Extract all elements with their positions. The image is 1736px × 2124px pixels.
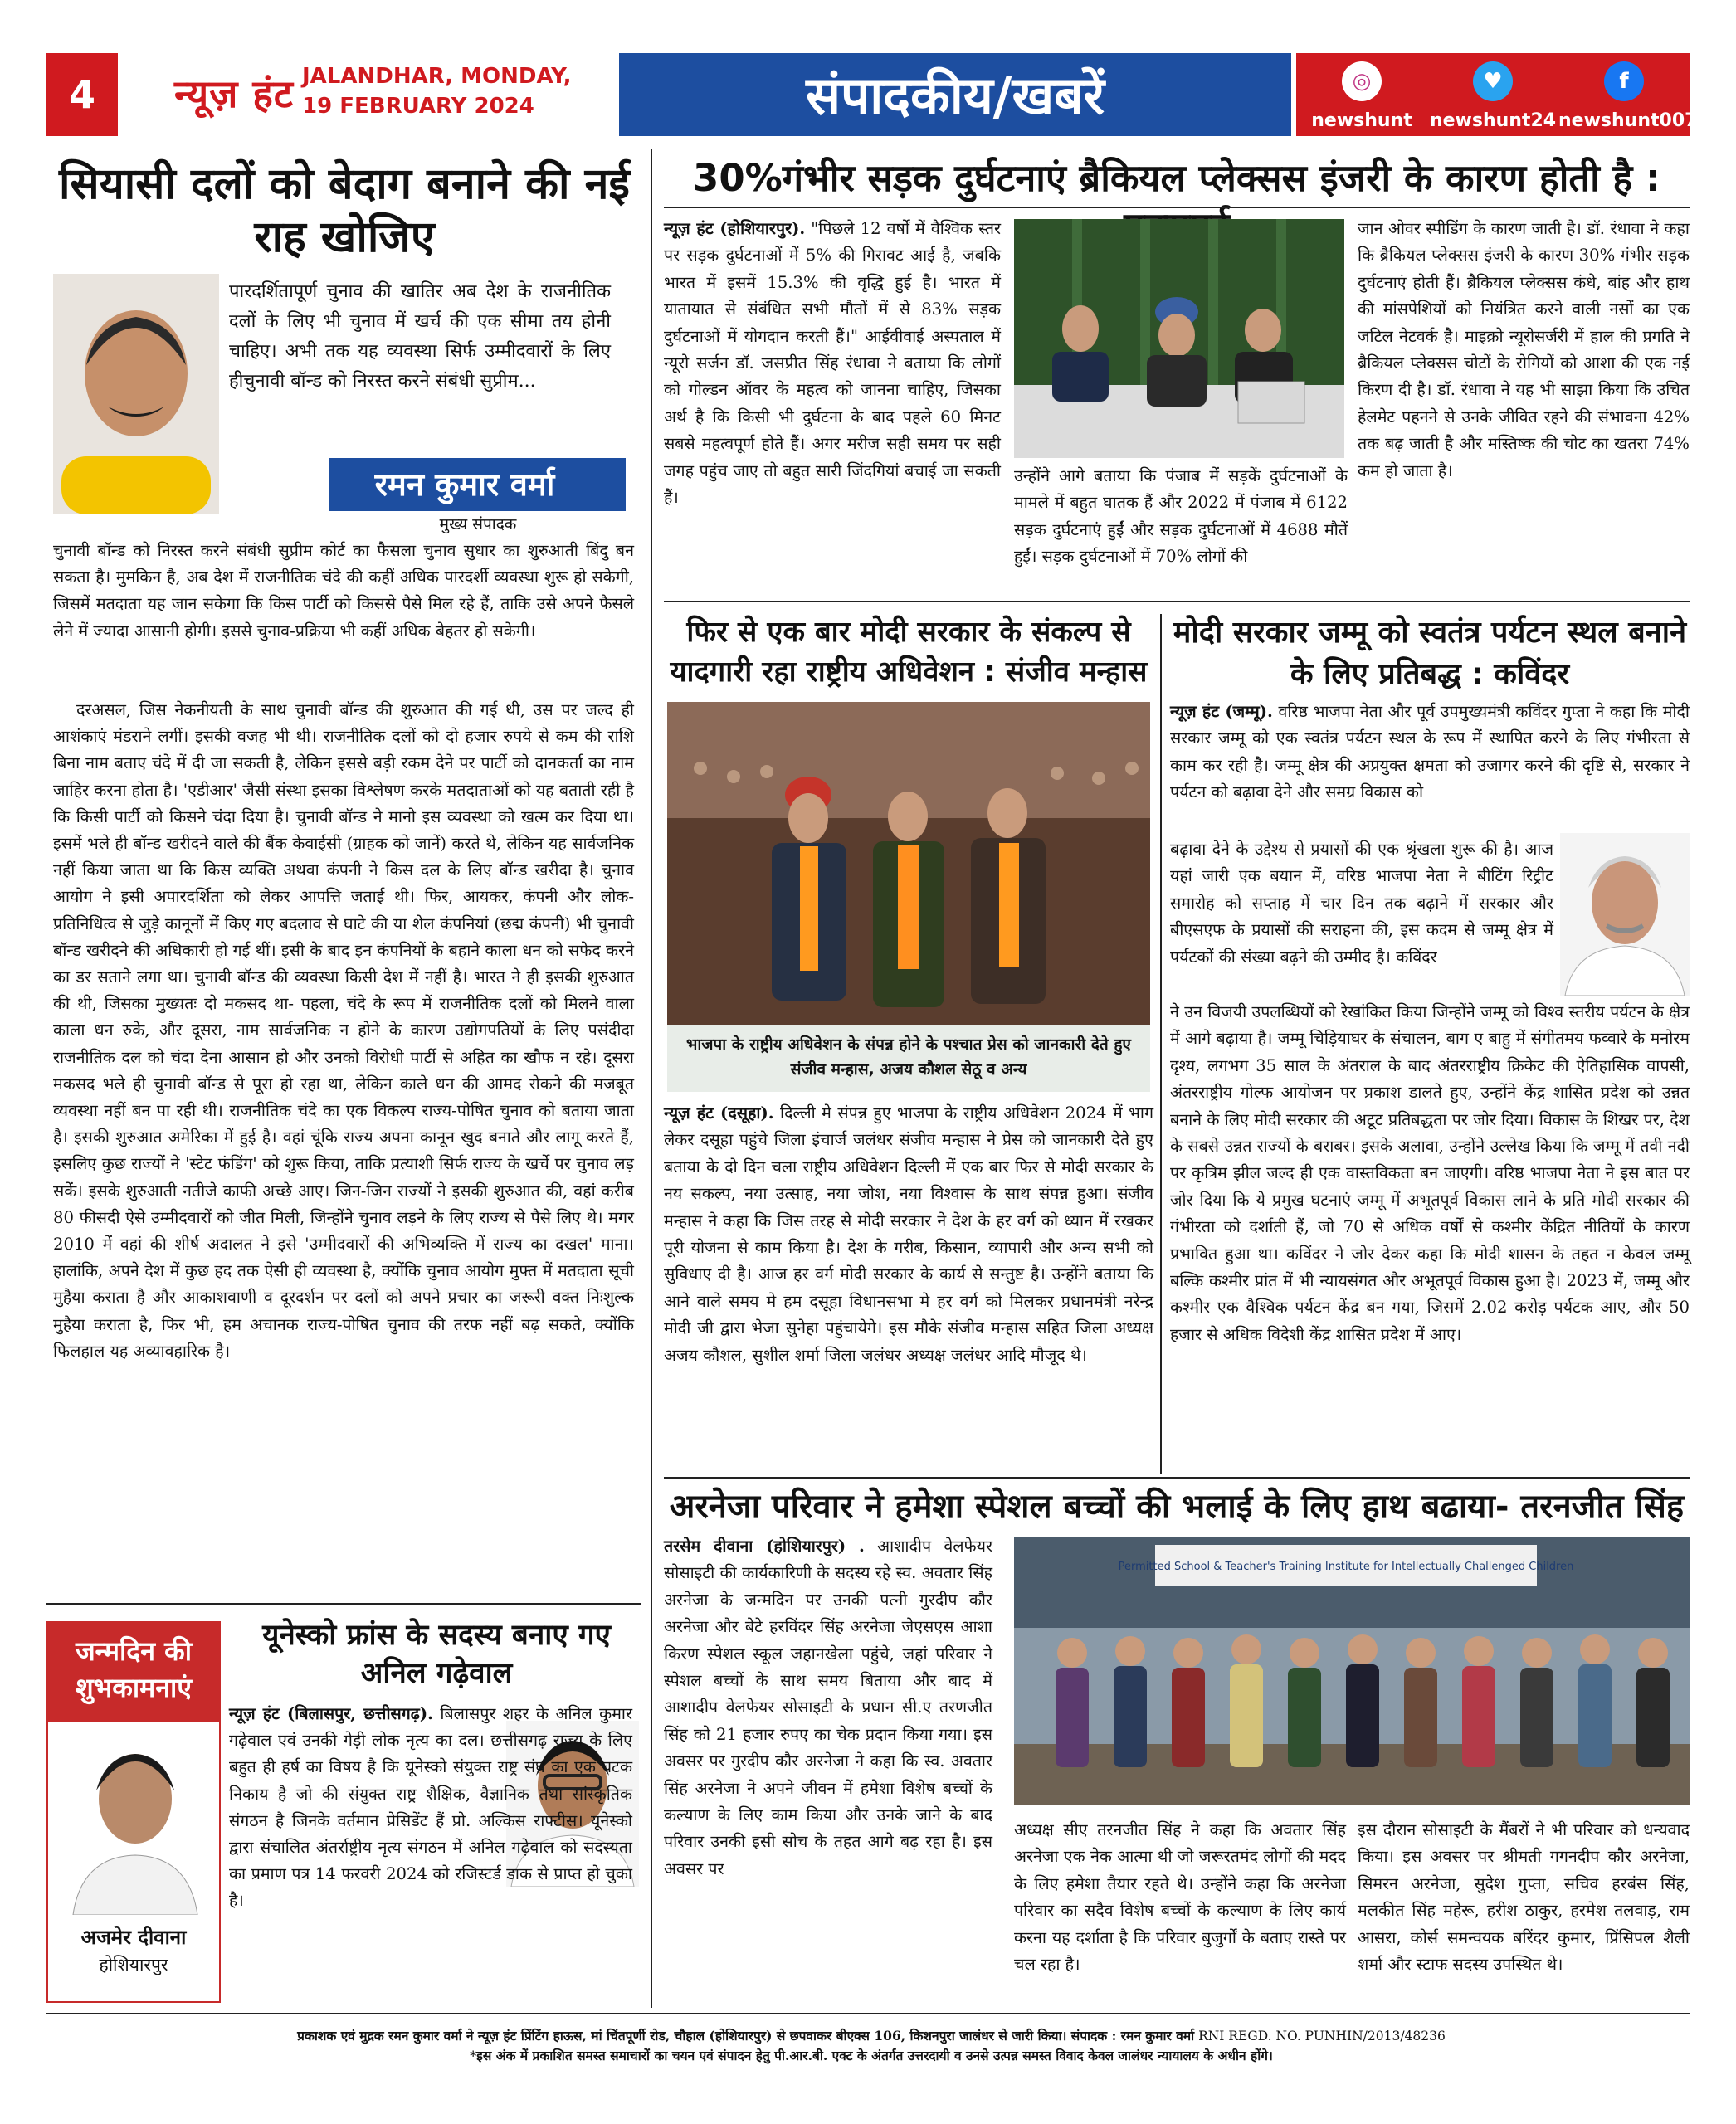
arneja-col-3: इस दौरान सोसाइटी के मैंबरों ने भी परिवार को धन्यवाद किया। इस अवसर पर श्रीमती गगनदीप कौर अरनेजा, सिमरन अरनेजा, सुदेश गुप्ता, सचिव हरबंस सिंह, मलकीत सिंह महेरू, हरीश ठाकुर, हरमेश तलवाड़, राम आसरा, कोर्स समन्वयक बरिंदर कुमार, प्रिंसिपल शैली शर्मा और स्टाफ सदस्य उपस्थित थे। <box>1358 1820 1690 1975</box>
unesco-text: बिलासपुर शहर के अनिल कुमार गढ़ेवाल एवं उनकी गेड़ी लोक नृत्य का दल। छत्तीसगढ़ राज्य के लिए बहुत ही हर्ष का विषय है कि यूनेस्को संयुक्त राष्ट्र संघ का एक घटक निकाय है जो की संयुक्त राष्ट्र शैक्षिक, वैज्ञानिक तथा सांस्कृतिक संगठन है जिनके वर्तमान प्रेसिडेंट हैं प्रो. अल्किस राफ्टीस। यूनेस्को द्वारा संचालित अंतर्राष्ट्रीय नृत्य संगठन में अनिल गढ़ेवाल को सदस्यता का प्रमाण पत्र 14 फरवरी 2024 को रजिस्टर्ड डाक से प्राप्त हो चुका है। <box>229 1704 632 1911</box>
brachial-col-1-text: "पिछले 12 वर्षों में वैश्विक स्तर पर सड़क दुर्घटनाओं में 5% की गिरावट आई है, जबकि भारत में इसमें 15.3% की वृद्धि हुई है। भारत में यातायात से संबंधित सभी मौतों में से 83% सड़क दुर्घटनाओं में योगदान करती हैं।" आईवीवाई अस्पताल में न्यूरो सर्जन डॉ. जसप्रीत सिंह रंधावा ने बताया कि लोगों को गोल्डन ऑवर के महत्व को जानना चाहिए, जिसका अर्थ है कि किसी भी दुर्घटना के बाद पहले 60 मिनट सबसे महत्वपूर्ण होते हैं। अगर मरीज सही समय पर सही जगह पहुंच जाए तो बहुत सारी जिंदगियां बचाई जा सकती हैं। <box>664 219 1001 508</box>
brachial-photo <box>1014 219 1344 458</box>
page-number: 4 <box>46 53 118 136</box>
instagram-handle: newshunt <box>1311 110 1412 131</box>
arneja-col-2: अध्यक्ष सीए तरनजीत सिंह ने कहा कि अवतार सिंह अरनेजा एक नेक आत्मा थी जो जरूरतमंद लोगों की मदद के लिए हमेशा तैयार रहते थे। उन्होंने कहा कि अरनेजा परिवार का सदैव विशेष बच्चों के कल्याण के लिए कार्य करना यह दर्शाता है कि परिवार बुजुर्गों के बताए रास्ते पर चल रहा है। <box>1014 1820 1346 1975</box>
arneja-col-1 <box>664 1533 992 1883</box>
modi-resolve-headline: फिर से एक बार मोदी सरकार के संकल्प से यादगारी रहा राष्ट्रीय अधिवेशन : संजीव मन्हास <box>670 616 1148 689</box>
imprint-line-2: *इस अंक में प्रकाशित समस्त समाचारों का चयन एवं संपादन हेतु पी.आर.बी. एक्ट के अंतर्गत उत्तरदायी व उनसे उत्पन्न समस्त विवाद केवल जालंधर न्यायालय के अधीन होंगे। <box>470 2048 1273 2063</box>
jammu-text-top: वरिष्ठ भाजपा नेता और पूर्व उपमुख्यमंत्री कविंदर गुप्ता ने कहा कि मोदी सरकार जम्मू को एक स्वतंत्र पर्यटन स्थल के रूप में स्थापित करने के लिए गंभीरता से काम कर रही है। जम्मू क्षेत्र की अप्रयुक्त क्षमता को उजागर करने की दृष्टि से, सरकार ने पर्यटन को बढ़ावा देने और समग्र विकास को <box>1170 702 1690 802</box>
birthday-name: अजमेर दीवाना <box>80 1926 187 1949</box>
facebook-handle: newshunt007 <box>1558 110 1698 131</box>
brachial-col-3: जान ओवर स्पीडिंग के कारण जाती है। डॉ. रंधावा ने कहा कि ब्रैकियल प्लेक्सस इंजरी के कारण 30% गंभीर सड़क दुर्घटनाएं होती हैं। ब्रैकियल प्लेक्सस कंधे, बांह और हाथ की मांसपेशियों को नियंत्रित करने वाली नसों का एक जटिल नेटवर्क है। माइक्रो न्यूरोसर्जरी में हाल की प्रगति ने ब्रैकियल प्लेक्सस चोटों के रोगियों को आशा की एक नई किरण दी है। डॉ. रंधावा ने यह भी साझा किया कि उचित हेलमेट पहनने से उनके जीवित रहने की संभावना 42% तक बढ़ जाती है और मस्तिष्क की चोट का खतरा 74% कम हो जाता है। <box>1358 219 1690 480</box>
photo-sign-text: Permitted School & Teacher's Training Institute for Intellectually Challenged Children <box>1118 1561 1574 1573</box>
imprint-line-1 <box>83 2026 1660 2046</box>
editorial-end-rule <box>46 1603 641 1605</box>
jammu-body-rest: ने उन विजयी उपलब्धियों को रेखांकित किया जिन्होंने जम्मू को विश्व स्तरीय पर्यटन के क्षेत्र में आगे बढ़ाया है। जम्मू चिड़ियाघर के संचालन, बाग ए बाहु में संगीतमय फव्वारे के मनोरम दृश्य, लगभग 35 साल के अंतराल के बाद अंतरराष्ट्रीय क्रिकेट की ऐतिहासिक वापसी, अंतरराष्ट्रीय गोल्फ आयोजन पर प्रकाश डालते हुए, उन्होंने केंद्र शासित प्रदेश को उन्नत बनाने के लिए मोदी सरकार की अटूट प्रतिबद्धता पर जोर दिया। विकास के शिखर पर, देश के सबसे उन्नत राज्यों के बराबर। इसके अलावा, उन्होंने उल्लेख किया कि जम्मू में तवी नदी पर कृत्रिम झील जल्द ही एक वास्तविकता बन जाएगी। वरिष्ठ भाजपा नेता ने इस बात पर जोर दिया कि ये प्रमुख घटनाएं जम्मू में अभूतपूर्व विकास लाने के प्रति मोदी सरकार की गंभीरता को दर्शाती हैं, जो 70 से अधिक वर्षों से कश्मीर केंद्रित नीतियों के कारण प्रभावित हुआ था। कविंदर ने जोर देकर कहा कि मोदी शासन के तहत न केवल जम्मू बल्कि कश्मीर प्रांत में भी न्यायसंगत और अभूतपूर्व विकास हुआ है। 2023 में, जम्मू और कश्मीर एक वैश्विक पर्यटन केंद्र बन गया, जिसमें 2.02 करोड़ पर्यटक आए, और 50 हजार से अधिक विदेशी केंद्र शासित प्रदेश में आए। <box>1170 1002 1690 1344</box>
brachial-rule <box>664 207 1690 208</box>
birthday-photo <box>65 1732 206 1915</box>
social-facebook[interactable] <box>1558 53 1698 136</box>
author-photo <box>53 274 219 514</box>
middle-divider <box>1160 614 1162 1474</box>
section-title: संपादकीय/खबरें <box>619 53 1291 136</box>
modi-resolve-dateline: न्यूज़ हंट (दसूहा). <box>664 1103 774 1123</box>
birthday-banner: जन्मदिन की शुभकामनाएं <box>48 1623 219 1722</box>
unesco-body <box>229 1701 632 1915</box>
jammu-headline: मोदी सरकार जम्मू को स्वतंत्र पर्यटन स्थल बनाने के लिए प्रतिबद्ध : कविंदर <box>1173 616 1687 691</box>
social-links <box>1296 53 1698 136</box>
editorial-para-2: दरअसल, जिस नेकनीयती के साथ चुनावी बॉन्ड की शुरुआत की गई थी, उस पर जल्द ही आशंकाएं मंडराने लगीं। इसकी वजह भी थी। राजनीतिक दलों को दो हजार रुपये से कम की राशि बिना नाम बताए चंदे में दी जा सकती है, लेकिन इससे बड़ी रकम देने पर पार्टी को दानकर्ता का नाम जाहिर करना होता है। 'एडीआर' जैसी संस्था इसका विश्लेषण करके मतदाताओं को यह बताती रही है कि किसी पार्टी को किसने चंदा दिया है। चुनावी बॉन्ड ने मानो इस व्यवस्था को खत्म कर दिया था। इसमें भले ही बॉन्ड खरीदने वाले की बैंक केवाईसी (ग्राहक को जानें) करते थे, लेकिन यह सार्वजनिक नहीं किया जाता था कि किस व्यक्ति अथवा कंपनी ने किस दल के लिए बॉन्ड खरीदा है। चुनाव आयोग ने इसी अपारदर्शिता को लेकर आपत्ति जताई थी। फिर, आयकर, कंपनी और लोक-प्रतिनिधित्व से जुड़े कानूनों में किए गए बदलाव से घाटे की या शेल कंपनियां (छद्म कंपनी) भी चुनावी बॉन्ड खरीदने की अधिकारी हो गई थीं। इसी के बाद इन कंपनियों के बहाने काला धन को सफेद करने का डर सताने लगा था। चुनावी बॉन्ड की व्यवस्था किसी देश में नहीं है। भारत ने ही इसकी शुरुआत की थी, जिसका मुख्यतः दो मकसद था- पहला, चंदे के रूप में राजनीतिक दलों को मिलने वाला काला धन रुके, और दूसरा, नाम सार्वजनिक न होने के कारण उद्योगपतियों के लिए पसंदीदा राजनीतिक दल को चंदा देना आसान हो और उनको विरोधी पार्टी से अहित का खौफ न रहे। दूसरा मकसद भले ही चुनावी बॉन्ड से पूरा हो रहा था, लेकिन काले धन की आमद रोकने की मजबूत व्यवस्था नहीं बन पा रही थी। राजनीतिक चंदे का एक विकल्प राज्य-पोषित चुनाव को बताया जाता है। इसकी शुरुआत अमेरिका में हुई है। वहां चूंकि राज्य अपना कानून खुद बनाते और लागू करते हैं, इसलिए कुछ राज्यों ने 'स्टेट फंडिंग' को शुरू किया, ताकि प्रत्याशी सिर्फ राज्य के खर्चे पर चुनाव लड़ सकें। इसके शुरुआती नतीजे काफी अच्छे आए। जिन-जिन राज्यों ने इसकी शुरुआत की, वहां करीब 80 फीसदी ऐसे उम्मीदवारों को जीत मिली, जिन्होंने चुनाव लड़ने के लिए राज्य से पैसे लिए थे। मगर 2010 में वहां की शीर्ष अदालत ने इसे 'उम्मीदवारों की अभिव्यक्ति में राज्य का दखल' माना। हालांकि, अपने देश में कुछ हद तक ऐसी ही व्यवस्था है, क्योंकि चुनाव आयोग मुफ्त में मतदाता सूची मुहैया कराता है और आकाशवाणी व दूरदर्शन पर दलों को अपने प्रचार का जरूरी वक्त निःशुल्क मुहैया कराता है, फिर भी, हम अचानक राज्य-पोषित चुनाव की तरफ नहीं बढ़ सकते, क्योंकि फिलहाल यह अव्यावहारिक है। <box>53 700 634 1361</box>
dateline-city-day: JALANDHAR, MONDAY, <box>302 64 572 89</box>
modi-resolve-caption: भाजपा के राष्ट्रीय अधिवेशन के संपन्न होने के पश्चात प्रेस को जानकारी देते हुए संजीव मन्हास, अजय कौशल सेठू व अन्य <box>667 1025 1150 1092</box>
twitter-handle: newshunt24 <box>1429 110 1557 131</box>
jammu-body-mid: बढ़ावा देने के उद्देश्य से प्रयासों की एक श्रृंखला शुरू की है। आज यहां जारी एक बयान में, वरिष्ठ भाजपा नेता ने बीटिंग रिट्रीट समारोह को सप्ताह में चार दिन तक बढ़ाने में सरकार और बीएसएफ के प्रयासों की सराहना की, इस कदम से जम्मू क्षेत्र में पर्यटकों की संख्या बढ़ने की उम्मीद है। कविंदर <box>1170 840 1553 967</box>
modi-resolve-photo <box>667 702 1150 1025</box>
dateline-date: 19 FEBRUARY 2024 <box>302 94 534 119</box>
column-divider <box>651 149 652 2008</box>
brachial-col-1 <box>664 216 1001 511</box>
twitter-icon: ♥ <box>1473 61 1513 101</box>
birthday-box <box>46 1621 221 2003</box>
jammu-body-top <box>1170 699 1690 806</box>
birthday-place: होशियारपुर <box>99 1955 168 1975</box>
editorial-intro: पारदर्शितापूर्ण चुनाव की खातिर अब देश के राजनीतिक दलों के लिए भी चुनाव में खर्च की एक सीमा तय होनी चाहिए। अभी तक यह व्यवस्था सिर्फ उम्मीदवारों के लिए हीचुनावी बॉन्ड को निरस्त करने संबंधी सुप्रीम... <box>229 281 611 392</box>
imprint-publisher: प्रकाशक एवं मुद्रक रमन कुमार वर्मा ने न्यूज़ हंट प्रिंटिंग हाऊस, मां चिंतपूर्णी रोड, चौहाल (होशियारपुर) से छपवाकर बीएक्स 106, किशनपुरा जालंधर से जारी किया। संपादक : रमन कुमार वर्मा <box>297 2028 1195 2044</box>
arneja-photo <box>1014 1537 1690 1805</box>
jammu-photo <box>1560 833 1690 996</box>
dateline <box>302 61 617 128</box>
editorial-para-1: चुनावी बॉन्ड को निरस्त करने संबंधी सुप्रीम कोर्ट का फैसला चुनाव सुधार का शुरुआती बिंदु बन सकता है। मुमकिन है, अब देश में राजनीतिक चंदे की कहीं अधिक पारदर्शी व्यवस्था शुरू हो सकेगी, जिसमें मतदाता यह जान सकेगा कि किस पार्टी को किससे पैसे मिल रहे हैं, ताकि उसे अपने फैसले लेने में ज्यादा आसानी होगी। इससे चुनाव-प्रक्रिया भी कहीं अधिक बेहतर हो सकेगी। <box>53 541 634 641</box>
imprint-footer <box>83 2026 1660 2066</box>
social-instagram[interactable] <box>1296 53 1427 136</box>
arneja-top-rule <box>664 1477 1690 1479</box>
brachial-end-rule <box>664 601 1690 602</box>
author-band <box>229 458 626 511</box>
masthead <box>46 53 1698 136</box>
author-name: रमन कुमार वर्मा <box>374 466 555 503</box>
instagram-icon: ◎ <box>1342 61 1382 101</box>
unesco-dateline: न्यूज़ हंट (बिलासपुर, छत्तीसगढ़). <box>229 1704 433 1723</box>
brachial-dateline: न्यूज़ हंट (होशियारपुर). <box>664 219 806 238</box>
brand-logo: न्यूज़ हंट <box>173 71 294 116</box>
arneja-col-1-text: आशादीप वेलफेयर सोसाइटी की कार्यकारिणी के सदस्य रहे स्व. अवतार सिंह अरनेजा के जन्मदिन पर उनकी पत्नी गुरदीप कौर अरनेजा और बेटे हरविंदर सिंह अरनेजा जेएसएस आशा किरण स्पेशल स्कूल जहानखेला पहुंचे, जहां परिवार ने स्पेशल बच्चों के साथ समय बिताया और बाद में आशादीप वेलफेयर सोसाइटी के प्रधान सी.ए तरणजीत सिंह को 21 हजार रुपए का चेक प्रदान किया गया। इस अवसर पर गुरदीप कौर अरनेजा ने कहा कि स्व. अवतार सिंह अरनेजा ने अपने जीवन में हमेशा विशेष बच्चों के कल्याण के लिए काम किया और उनके जाने के बाद परिवार उनकी इसी सोच के तहत आगे बढ़ रहा है। इस अवसर पर <box>664 1537 992 1878</box>
arneja-headline: अरनेजा परिवार ने हमेशा स्पेशल बच्चों की भलाई के लिए हाथ बढाया- तरनजीत सिंह <box>669 1488 1685 1526</box>
social-twitter[interactable] <box>1427 53 1558 136</box>
imprint-regd: RNI REGD. NO. PUNHIN/2013/48236 <box>1198 2029 1446 2044</box>
unesco-headline: यूनेस्को फ्रांस के सदस्य बनाए गए अनिल गढ़ेवाल <box>262 1619 611 1690</box>
facebook-icon: f <box>1604 61 1644 101</box>
arneja-dateline: तरसेम दीवाना (होशियारपुर) . <box>664 1537 865 1556</box>
jammu-dateline: न्यूज़ हंट (जम्मू). <box>1170 702 1273 721</box>
author-role: मुख्य संपादक <box>439 515 517 533</box>
editorial-headline: सियासी दलों को बेदाग बनाने की नई राह खोजिए <box>59 159 630 262</box>
brachial-headline: 30%गंभीर सड़क दुर्घटनाएं ब्रैकियल प्लेक्सस इंजरी के कारण होती है : <box>693 156 1660 200</box>
modi-resolve-text: दिल्ली मे संपन्न हुए भाजपा के राष्ट्रीय अधिवेशन 2024 में भाग लेकर दसूहा पहुंचे जिला इंचार्ज जलंधर संजीव मन्हास ने प्रेस को जानकारी देते हुए बताया के दो दिन चला राष्ट्रीय अधिवेशन दिल्ली में एक बार फिर से मोदी सरकार के नय सकल्प, नया उत्साह, नया जोश, नया विश्वास के साथ संपन्न हुआ। संजीव मन्हास ने कहा कि जिस तरह से मोदी सरकार ने देश के हर वर्ग को ध्यान में रखकर पूरी योजना से काम किया है। देश के गरीब, किसान, व्यापारी और अन्य सभी को सुविधाए दी है। आज हर वर्ग मोदी सरकार के कार्य से सन्तुष्ट है। उन्होंने बताया कि आने वाले समय मे हम दसूहा विधानसभा मे हर वर्ग को मिलकर प्रधानमंत्री नरेन्द्र मोदी जी द्वारा भेजा सुनेहा पहुंचायेगे। इस मौके संजीव मन्हास सहित जिला अध्यक्ष अजय कौशल, सुशील शर्मा जिला जलंधर अध्यक्ष जलंधर आदि मौजूद थे। <box>664 1103 1154 1365</box>
modi-resolve-body <box>664 1100 1153 1369</box>
brachial-col-2: उन्होंने आगे बताया कि पंजाब में सड़कें दुर्घटनाओं के मामले में बहुत घातक हैं और 2022 में पंजाब में 6122 सड़क दुर्घटनाएं हुईं और सड़क दुर्घटनाओं में 4688 मौतें हुईं। सड़क दुर्घटनाओं में 70% लोगों की <box>1014 466 1348 567</box>
footer-divider <box>46 2013 1690 2014</box>
